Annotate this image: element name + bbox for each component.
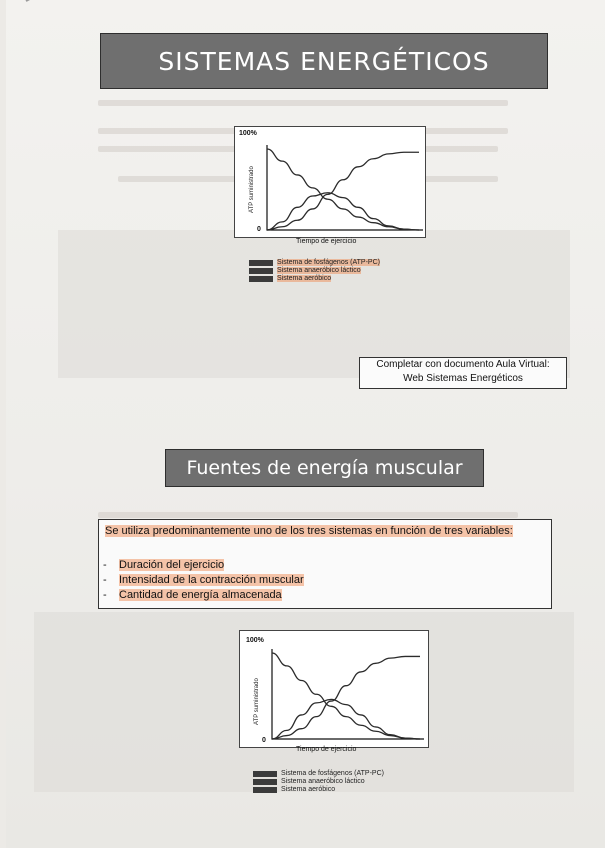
- list-item: - Cantidad de energía almacenada: [103, 589, 282, 601]
- series-line-1: [267, 149, 419, 230]
- paper-page: [6, 0, 605, 848]
- legend-swatch: [253, 787, 277, 793]
- x-axis-label: Tiempo de ejercicio: [296, 746, 357, 753]
- legend-item-lactic: [249, 267, 380, 275]
- y-axis-label: ATP suministrado: [249, 166, 255, 213]
- legend-swatch: [249, 268, 273, 274]
- chart-2-legend: [253, 770, 384, 794]
- series-line-3: [272, 656, 420, 739]
- legend-label: Sistema aeróbico: [277, 275, 332, 282]
- ghost-line: [98, 512, 518, 518]
- legend-label: Sistema anaeróbico láctico: [281, 778, 365, 785]
- variables-box: [98, 519, 552, 609]
- y-axis-label: ATP suministrado: [254, 678, 260, 725]
- legend-label: Sistema anaeróbico láctico: [277, 267, 361, 274]
- note-line-2: Web Sistemas Energéticos: [403, 373, 523, 384]
- section-title: Fuentes de energía muscular: [165, 449, 484, 487]
- legend-swatch: [249, 276, 273, 282]
- list-item: - Duración del ejercicio: [103, 559, 225, 571]
- list-item-text: Intensidad de la contracción muscular: [119, 574, 304, 586]
- legend-label: Sistema aeróbico: [281, 786, 336, 793]
- y-top-tick: 100%: [239, 130, 257, 137]
- legend-item-aerobic: [249, 275, 380, 283]
- series-line-1: [272, 653, 420, 739]
- legend-label: Sistema de fosfágenos (ATP-PC): [281, 770, 384, 777]
- series-line-2: [267, 193, 419, 230]
- chart-axes: [267, 145, 423, 230]
- legend-swatch: [253, 779, 277, 785]
- variables-intro: [105, 524, 545, 538]
- list-item-text: Cantidad de energía almacenada: [119, 589, 282, 601]
- x-axis-label: Tiempo de ejercicio: [296, 238, 357, 245]
- legend-item-aerobic: [253, 786, 384, 794]
- legend-swatch: [249, 260, 273, 266]
- chart-axes: [272, 649, 424, 739]
- list-item: - Intensidad de la contracción muscular: [103, 574, 304, 586]
- legend-item-atp-pc: [253, 770, 384, 778]
- legend-swatch: [253, 771, 277, 777]
- chart-1-panel: [234, 126, 426, 238]
- series-line-3: [267, 152, 419, 230]
- legend-label: Sistema de fosfágenos (ATP-PC): [277, 259, 380, 266]
- y-zero-tick: 0: [257, 226, 261, 233]
- ghost-line: [98, 100, 508, 106]
- chart-1-legend: [249, 259, 380, 283]
- list-item-text: Duración del ejercicio: [119, 559, 225, 571]
- variables-intro-text: Se utiliza predominantemente uno de los tres sistemas en función de tres variables:: [105, 525, 513, 537]
- aula-virtual-note: [359, 357, 567, 389]
- y-top-tick: 100%: [246, 637, 264, 644]
- chart-2-panel: [239, 630, 429, 748]
- corner-mark: [26, 0, 53, 2]
- series-line-2: [272, 699, 420, 739]
- chart-1-svg: [235, 127, 425, 237]
- page-title: SISTEMAS ENERGÉTICOS: [100, 33, 548, 89]
- note-line-1: Completar con documento Aula Virtual:: [376, 359, 550, 370]
- y-zero-tick: 0: [262, 737, 266, 744]
- ghost-block-1: [58, 230, 570, 378]
- variables-list: [103, 558, 304, 603]
- legend-item-atp-pc: [249, 259, 380, 267]
- legend-item-lactic: [253, 778, 384, 786]
- chart-2-svg: [240, 631, 428, 747]
